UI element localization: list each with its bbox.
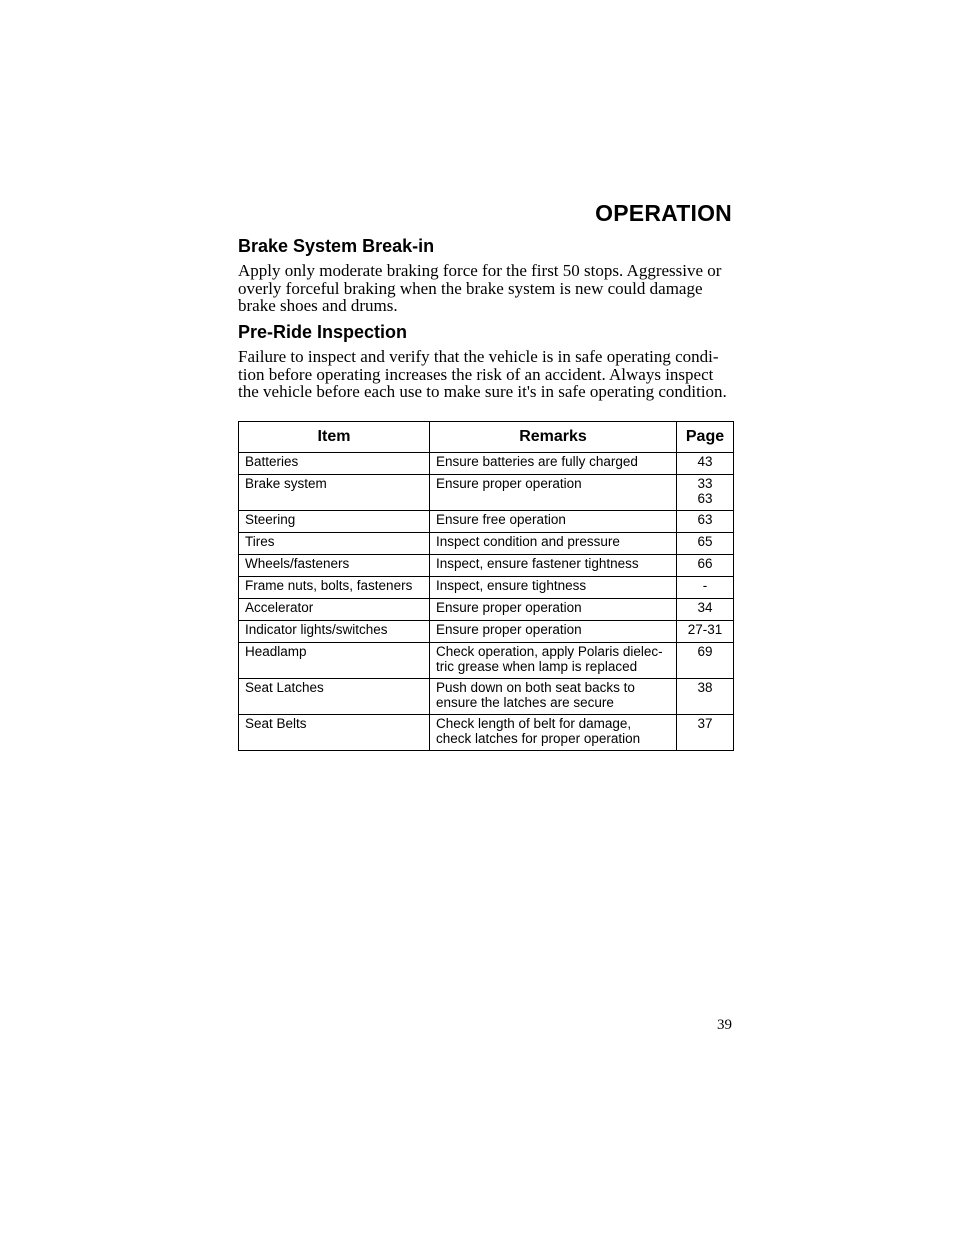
item-cell: Brake system [239,475,430,511]
column-header-item: Item [239,422,430,453]
item-cell: Indicator lights/switches [239,621,430,643]
table-row [239,643,734,679]
page-cell: 69 [677,643,734,679]
item-cell: Accelerator [239,599,430,621]
brake-break-in-paragraph: Apply only moderate braking force for the first 50 stops. Aggressive or overly forceful braking when the brake system is new could damage brake shoes and drums. [238,261,722,315]
remarks-cell: Ensure proper operation [430,621,677,643]
table-header-row [239,422,734,453]
table-row [239,453,734,475]
table-row [239,475,734,511]
table-row [239,715,734,751]
item-cell: Frame nuts, bolts, fasteners [239,577,430,599]
page-number: 39 [717,1017,732,1033]
pre-ride-inspection-paragraph: Failure to inspect and verify that the vehicle is in safe operating condi- tion before operating increases the risk of an accident. Always inspect the vehicle before each use to make sure it's in safe operating condition. [238,347,727,401]
remarks-cell: Ensure free operation [430,511,677,533]
page-cell: 27-31 [677,621,734,643]
page-cell: - [677,577,734,599]
page-cell: 37 [677,715,734,751]
page-cell: 66 [677,555,734,577]
item-cell: Wheels/fasteners [239,555,430,577]
table-row [239,621,734,643]
remarks-cell: Ensure proper operation [430,475,677,511]
item-cell: Batteries [239,453,430,475]
table-row [239,533,734,555]
inspection-table [238,421,734,751]
table-row [239,679,734,715]
remarks-cell: Ensure proper operation [430,599,677,621]
pre-ride-inspection-heading: Pre-Ride Inspection [238,322,408,342]
page-cell: 63 [677,511,734,533]
item-cell: Headlamp [239,643,430,679]
item-cell: Tires [239,533,430,555]
item-cell: Steering [239,511,430,533]
item-cell: Seat Latches [239,679,430,715]
table-row [239,577,734,599]
remarks-cell: Inspect condition and pressure [430,533,677,555]
remarks-cell: Push down on both seat backs to ensure the latches are secure [430,679,677,715]
table-row [239,599,734,621]
column-header-page: Page [677,422,734,453]
page-cell: 38 [677,679,734,715]
item-cell: Seat Belts [239,715,430,751]
remarks-cell: Ensure batteries are fully charged [430,453,677,475]
remarks-cell: Inspect, ensure tightness [430,577,677,599]
remarks-cell: Check length of belt for damage, check latches for proper operation [430,715,677,751]
remarks-cell: Check operation, apply Polaris dielec- tric grease when lamp is replaced [430,643,677,679]
table-row [239,555,734,577]
page-cell: 33 63 [677,475,734,511]
page-cell: 34 [677,599,734,621]
remarks-cell: Inspect, ensure fastener tightness [430,555,677,577]
column-header-remarks: Remarks [430,422,677,453]
page-cell: 65 [677,533,734,555]
page-title: OPERATION [595,200,732,226]
page-cell: 43 [677,453,734,475]
table-row [239,511,734,533]
brake-break-in-heading: Brake System Break-in [238,236,435,256]
